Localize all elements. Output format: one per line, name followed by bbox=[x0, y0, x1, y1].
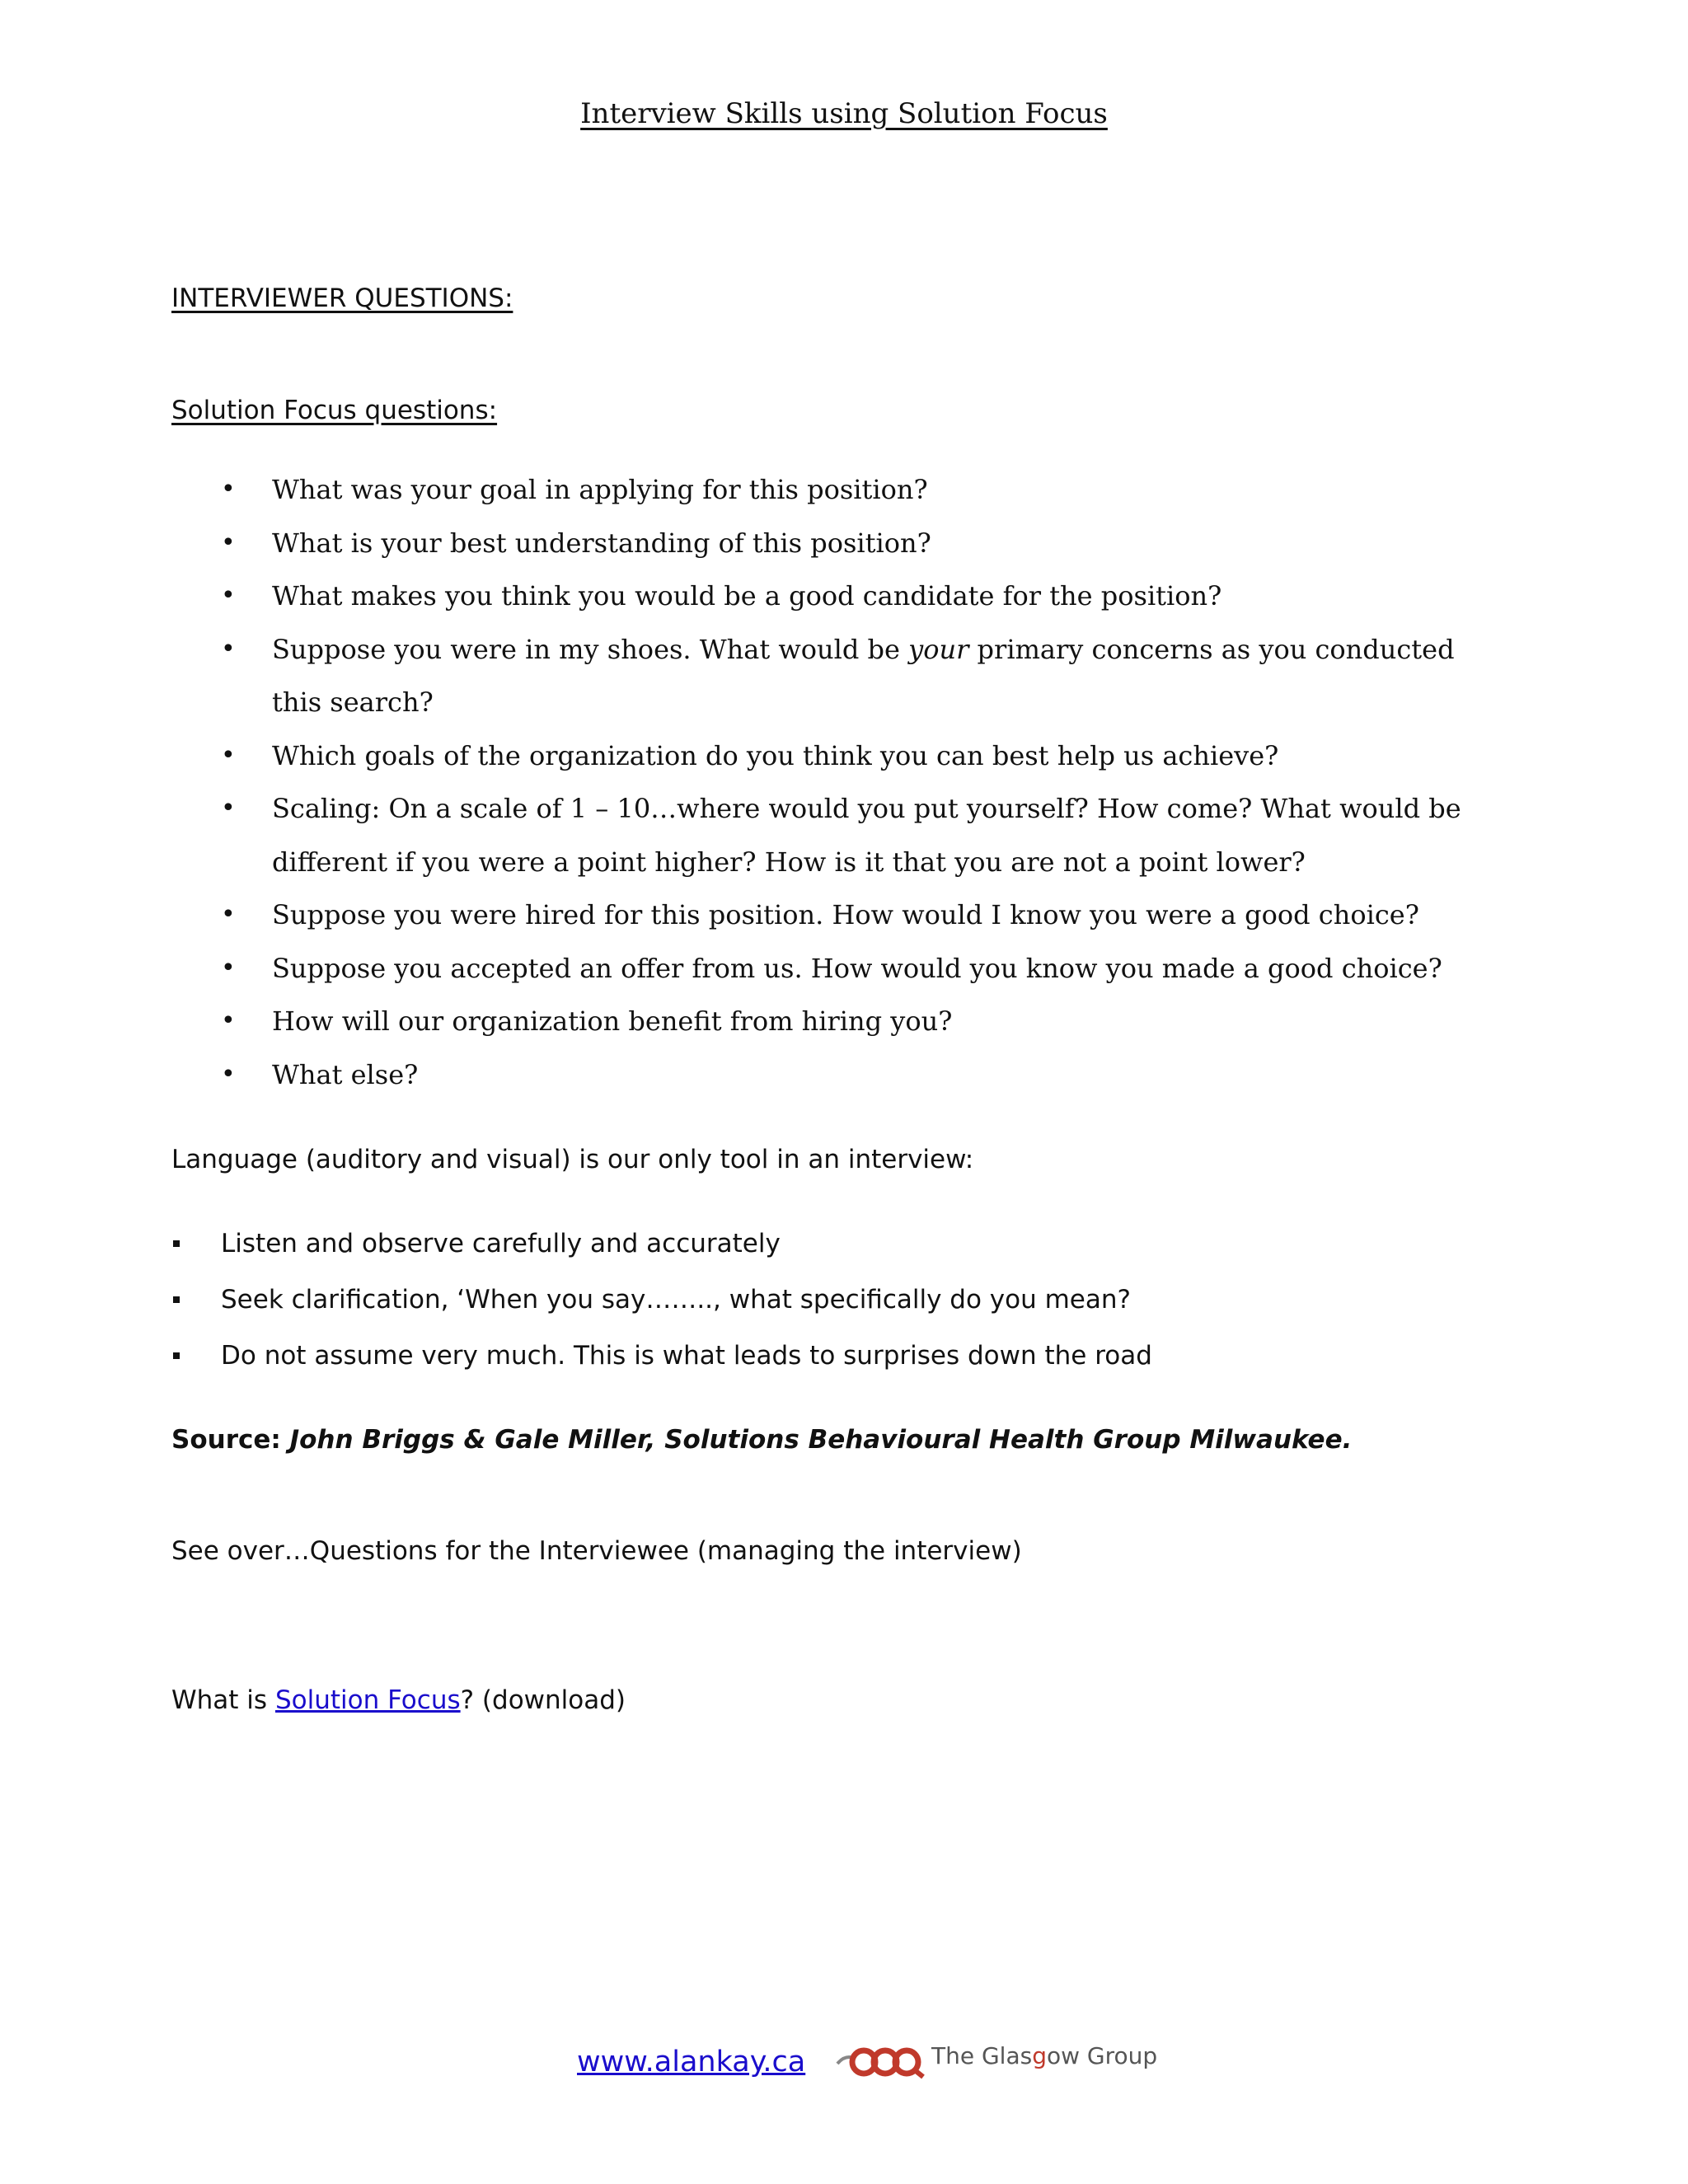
list-item: • Which goals of the organization do you think you can best help us achieve? bbox=[171, 729, 1507, 783]
glasgow-group-logo-text: The Glasgow Group bbox=[931, 2042, 1158, 2069]
source-citation bbox=[171, 1425, 1352, 1455]
page-title: Interview Skills using Solution Focus bbox=[580, 97, 1108, 130]
bullet-icon: • bbox=[221, 475, 236, 504]
language-intro: Language (auditory and visual) is our only tool in an interview: bbox=[171, 1145, 974, 1174]
bullet-icon: • bbox=[221, 740, 236, 770]
source-label: Source: bbox=[171, 1425, 281, 1455]
solution-focus-link[interactable]: Solution Focus bbox=[274, 1685, 461, 1715]
see-over-note: See over…Questions for the Interviewee (managing the interview) bbox=[171, 1536, 1022, 1566]
bullet-icon: • bbox=[221, 1006, 236, 1035]
list-item: • What was your goal in applying for this position? bbox=[171, 463, 1507, 517]
list-item: • How will our organization benefit from hiring you? bbox=[171, 995, 1507, 1048]
source-text: John Briggs & Gale Miller, Solutions Behavioural Health Group Milwaukee. bbox=[289, 1425, 1353, 1455]
list-item: • Suppose you were in my shoes. What would be your primary concerns as you conducted this search? bbox=[171, 623, 1507, 729]
square-bullet-icon bbox=[173, 1296, 180, 1303]
language-points-list bbox=[171, 1216, 1152, 1384]
what-is-line: What is Solution Focus? (download) bbox=[171, 1685, 626, 1715]
list-item: • What makes you think you would be a good candidate for the position? bbox=[171, 569, 1507, 623]
list-item: • Suppose you accepted an offer from us. How would you know you made a good choice? bbox=[171, 942, 1507, 996]
square-bullet-icon bbox=[173, 1352, 180, 1359]
bullet-icon: • bbox=[221, 1059, 236, 1089]
interviewer-questions-heading: INTERVIEWER QUESTIONS: bbox=[171, 284, 513, 313]
bullet-icon: • bbox=[221, 634, 236, 663]
bullet-icon: • bbox=[221, 900, 236, 929]
list-item: • Suppose you were hired for this position. How would I know you were a good choice? bbox=[171, 888, 1507, 942]
bullet-icon: • bbox=[221, 527, 236, 557]
list-item: Seek clarification, ‘When you say…….., what specifically do you mean? bbox=[171, 1272, 1152, 1328]
bullet-icon: • bbox=[221, 581, 236, 610]
solution-focus-heading: Solution Focus questions: bbox=[171, 396, 498, 425]
list-item: • Scaling: On a scale of 1 – 10…where would you put yourself? How come? What would be different if you were a point higher? How is it that you are not a point lower? bbox=[171, 782, 1507, 888]
list-item: • What is your best understanding of this position? bbox=[171, 517, 1507, 570]
question-list bbox=[171, 463, 1507, 1101]
square-bullet-icon bbox=[173, 1240, 180, 1247]
list-item: Do not assume very much. This is what leads to surprises down the road bbox=[171, 1328, 1152, 1384]
website-link[interactable]: www.alankay.ca bbox=[577, 2046, 806, 2079]
list-item: • What else? bbox=[171, 1048, 1507, 1102]
bullet-icon: • bbox=[221, 953, 236, 982]
bullet-icon: • bbox=[221, 794, 236, 823]
list-item: Listen and observe carefully and accurately bbox=[171, 1216, 1152, 1272]
glasgow-group-logo-icon bbox=[834, 2039, 926, 2080]
